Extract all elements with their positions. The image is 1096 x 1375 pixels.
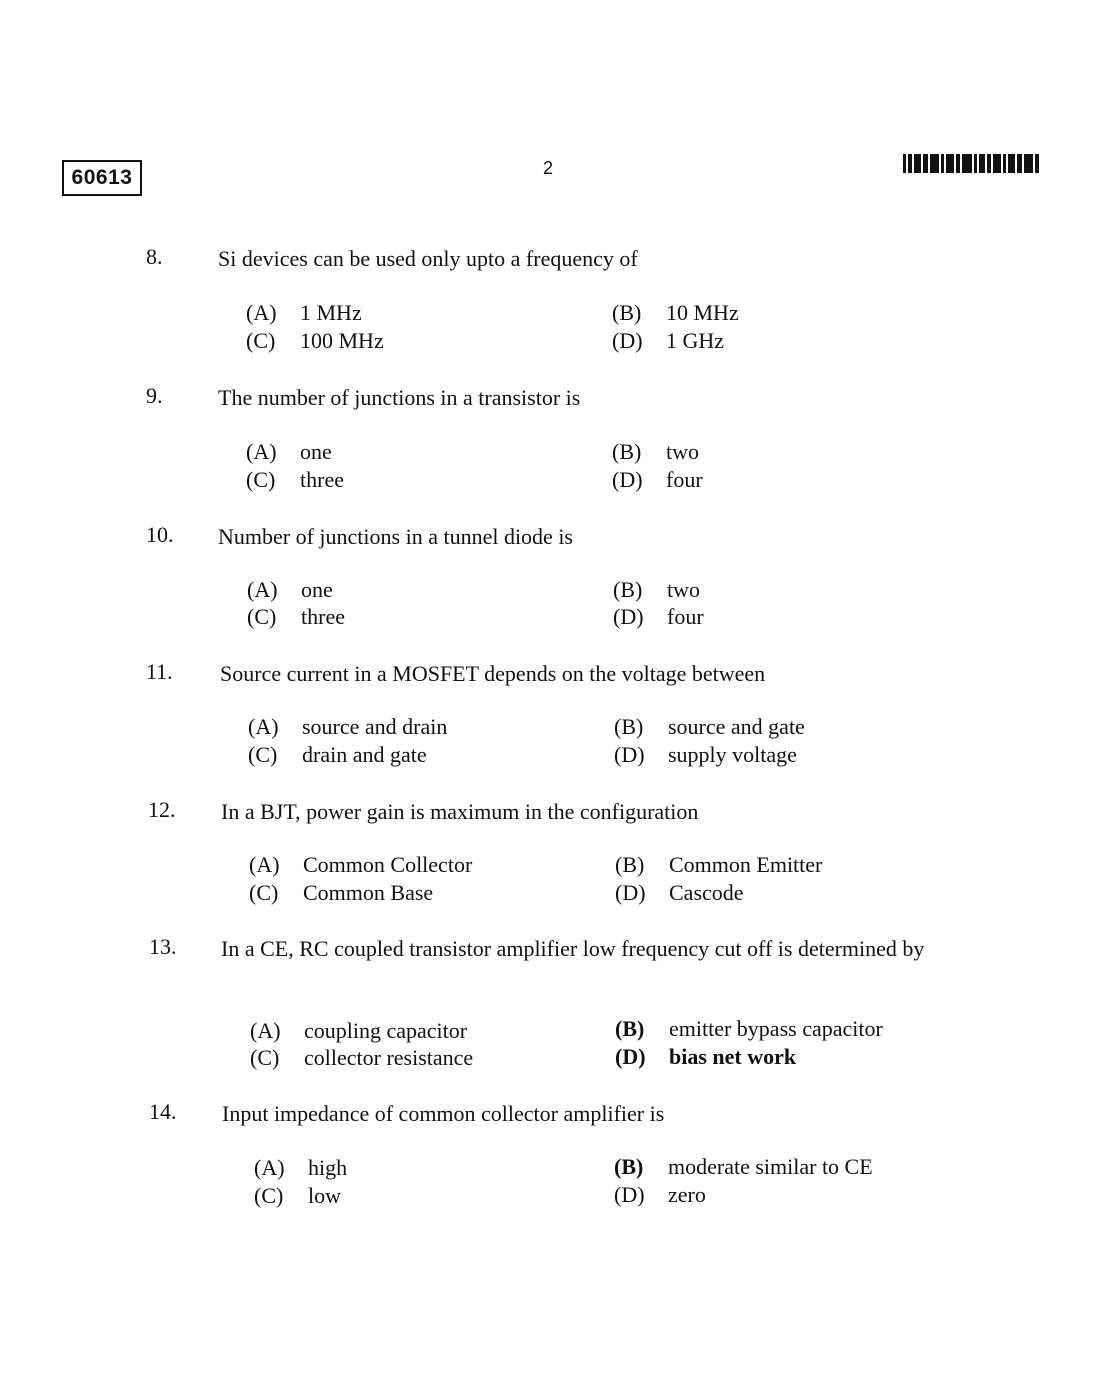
option-c: (C) three xyxy=(247,604,345,629)
page-header xyxy=(0,0,1096,220)
question-text: In a CE, RC coupled transistor amplifier low frequency cut off is determined by xyxy=(221,936,925,961)
option-c: (C) Common Base xyxy=(249,880,434,905)
option-b: (B) two xyxy=(613,577,700,602)
question-number: 14. xyxy=(149,1099,177,1124)
option-c: (C) low xyxy=(254,1183,341,1208)
option-d: (D) supply voltage xyxy=(614,742,797,767)
option-a: (A) one xyxy=(247,577,333,602)
option-a: (A) high xyxy=(254,1155,348,1180)
option-b: (B) Common Emitter xyxy=(615,852,823,877)
option-a: (A) 1 MHz xyxy=(246,300,362,325)
option-d: (D) zero xyxy=(614,1182,706,1207)
option-c: (C) three xyxy=(246,467,344,492)
question-text: In a BJT, power gain is maximum in the configuration xyxy=(221,799,699,824)
question-text: Si devices can be used only upto a frequency of xyxy=(218,246,638,271)
paper-code: 60613 xyxy=(62,160,142,196)
question-number: 11. xyxy=(146,659,173,684)
question-text: The number of junctions in a transistor is xyxy=(218,385,581,410)
page-number: 2 xyxy=(542,158,553,178)
barcode-icon xyxy=(903,154,1041,173)
option-d: (D) Cascode xyxy=(615,880,744,905)
question-text: Source current in a MOSFET depends on the voltage between xyxy=(220,661,766,686)
option-d: (D) four xyxy=(612,467,703,492)
option-c: (C) drain and gate xyxy=(248,742,427,767)
option-b: (B) 10 MHz xyxy=(612,300,739,325)
option-d: (D) bias net work xyxy=(615,1044,797,1069)
option-a: (A) one xyxy=(246,439,332,464)
question-text: Number of junctions in a tunnel diode is xyxy=(218,524,573,549)
option-b: (B) emitter bypass capacitor xyxy=(615,1016,883,1041)
option-b: (B) moderate similar to CE xyxy=(614,1154,873,1179)
option-a: (A) source and drain xyxy=(248,714,448,739)
question-number: 9. xyxy=(146,383,163,408)
question-number: 10. xyxy=(146,522,174,547)
option-b: (B) two xyxy=(612,439,699,464)
option-a: (A) Common Collector xyxy=(249,852,473,877)
question-number: 8. xyxy=(146,244,163,269)
option-d: (D) 1 GHz xyxy=(612,328,725,353)
option-c: (C) collector resistance xyxy=(250,1045,474,1070)
question-number: 12. xyxy=(148,797,176,822)
option-a: (A) coupling capacitor xyxy=(250,1018,468,1043)
option-c: (C) 100 MHz xyxy=(246,328,384,353)
question-text: Input impedance of common collector amplifier is xyxy=(222,1101,665,1126)
option-b: (B) source and gate xyxy=(614,714,805,739)
question-number: 13. xyxy=(149,934,177,959)
option-d: (D) four xyxy=(613,604,704,629)
